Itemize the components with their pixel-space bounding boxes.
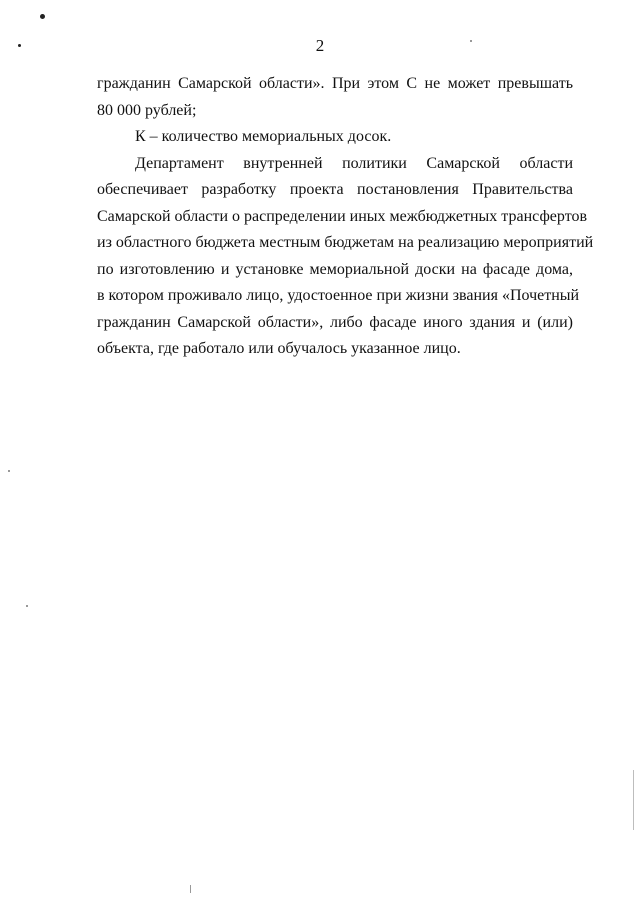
page-number: 2 xyxy=(315,36,325,55)
paragraph-line: объекта, где работало или обучалось указанное лицо. xyxy=(97,340,461,357)
paragraph-line: по изготовлению и установке мемориальной доски на фасаде дома, xyxy=(97,261,573,278)
paragraph-line: обеспечивает разработку проекта постановления Правительства xyxy=(97,181,573,198)
paragraph-line: К – количество мемориальных досок. xyxy=(135,128,392,145)
scan-mark-top xyxy=(40,14,45,19)
paragraph-line: 80 000 рублей; xyxy=(97,102,197,119)
paragraph-line: Департамент внутренней политики Самарской области xyxy=(135,155,573,172)
paragraph-line: из областного бюджета местным бюджетам на реализацию мероприятий xyxy=(97,234,594,251)
scan-speck xyxy=(26,605,28,607)
scan-edge-line xyxy=(633,770,634,830)
scan-speck xyxy=(190,885,191,893)
paragraph-line: в котором проживало лицо, удостоенное при жизни звания «Почетный xyxy=(97,287,580,304)
paragraph-line: гражданин Самарской области», либо фасаде иного здания и (или) xyxy=(97,314,573,331)
paragraph-line: гражданин Самарской области». При этом С не может превышать xyxy=(97,75,573,92)
paragraph-line: Самарской области о распределении иных межбюджетных трансфертов xyxy=(97,208,588,225)
scan-speck xyxy=(8,470,10,472)
